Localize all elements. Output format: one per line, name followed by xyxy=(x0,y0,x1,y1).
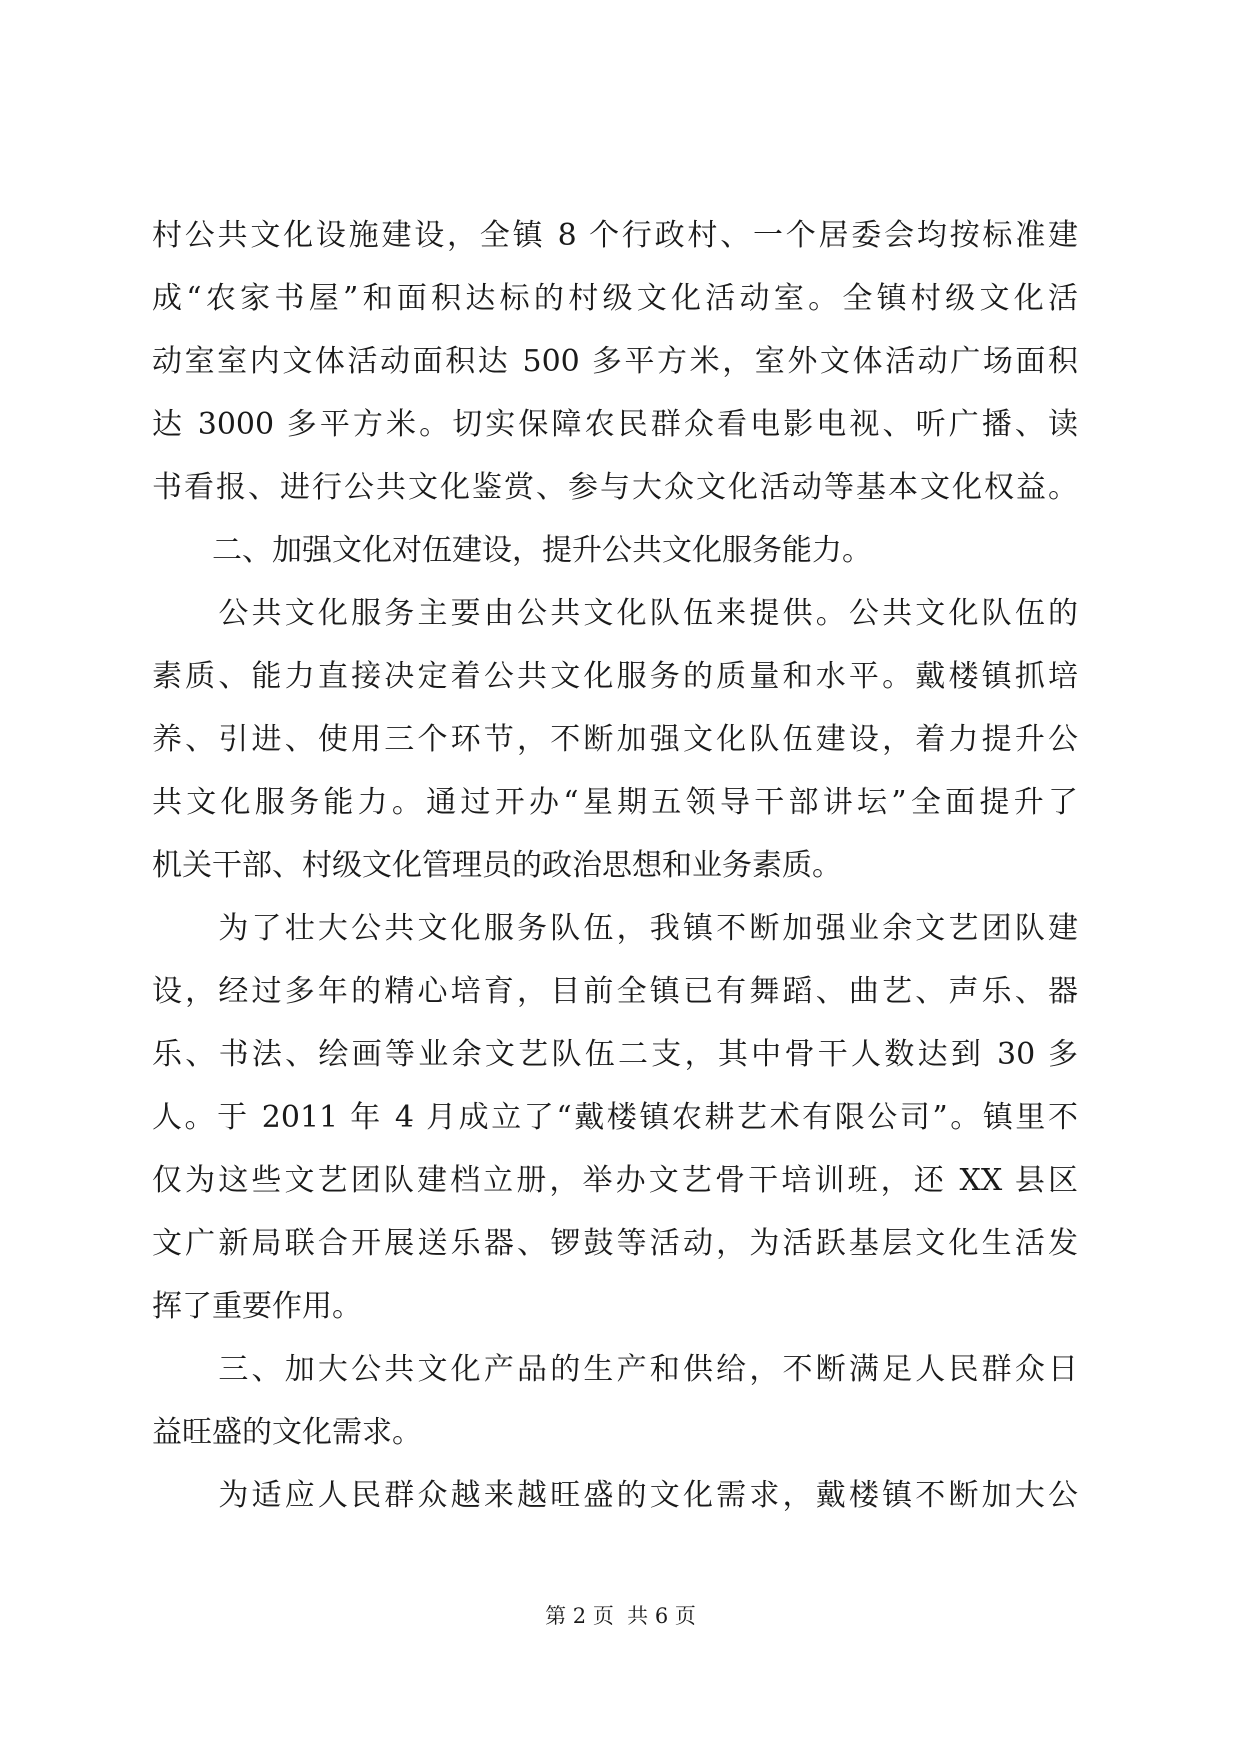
text-line: 人。于 2011 年 4 月成立了“戴楼镇农耕艺术有限公司”。镇里不 xyxy=(152,1100,1078,1135)
text-line: 达 3000 多平方米。切实保障农民群众看电影电视、听广播、读 xyxy=(152,407,1078,442)
text-line: 成“农家书屋”和面积达标的村级文化活动室。全镇村级文化活 xyxy=(152,281,1078,316)
document-body xyxy=(152,204,1078,1527)
text-line: 仅为这些文艺团队建档立册，举办文艺骨干培训班，还 XX 县区 xyxy=(152,1163,1078,1198)
text-line: 村公共文化设施建设，全镇 8 个行政村、一个居委会均按标准建 xyxy=(152,218,1078,253)
text-line: 文广新局联合开展送乐器、锣鼓等活动，为活跃基层文化生活发 xyxy=(152,1226,1078,1261)
text-line: 动室室内文体活动面积达 500 多平方米，室外文体活动广场面积 xyxy=(152,344,1078,379)
text-line: 设，经过多年的精心培育，目前全镇已有舞蹈、曲艺、声乐、器 xyxy=(152,974,1078,1009)
text-line: 乐、书法、绘画等业余文艺队伍二支，其中骨干人数达到 30 多 xyxy=(152,1037,1078,1072)
text-line: 益旺盛的文化需求。 xyxy=(152,1415,422,1450)
text-line: 挥了重要作用。 xyxy=(152,1289,362,1324)
text-line: 二、加强文化对伍建设，提升公共文化服务能力。 xyxy=(152,533,872,568)
text-line: 为适应人民群众越来越旺盛的文化需求，戴楼镇不断加大公 xyxy=(152,1478,1078,1513)
text-line: 三、加大公共文化产品的生产和供给，不断满足人民群众日 xyxy=(152,1352,1078,1387)
text-line: 公共文化服务主要由公共文化队伍来提供。公共文化队伍的 xyxy=(152,596,1078,631)
text-line: 机关干部、村级文化管理员的政治思想和业务素质。 xyxy=(152,848,842,883)
page-footer: 第 2 页 共 6 页 xyxy=(545,1604,696,1628)
text-line: 养、引进、使用三个环节，不断加强文化队伍建设，着力提升公 xyxy=(152,722,1078,757)
text-line: 为了壮大公共文化服务队伍，我镇不断加强业余文艺团队建 xyxy=(152,911,1078,946)
text-line: 书看报、进行公共文化鉴赏、参与大众文化活动等基本文化权益。 xyxy=(152,470,1078,505)
text-line: 素质、能力直接决定着公共文化服务的质量和水平。戴楼镇抓培 xyxy=(152,659,1078,694)
text-line: 共文化服务能力。通过开办“星期五领导干部讲坛”全面提升了 xyxy=(152,785,1078,820)
